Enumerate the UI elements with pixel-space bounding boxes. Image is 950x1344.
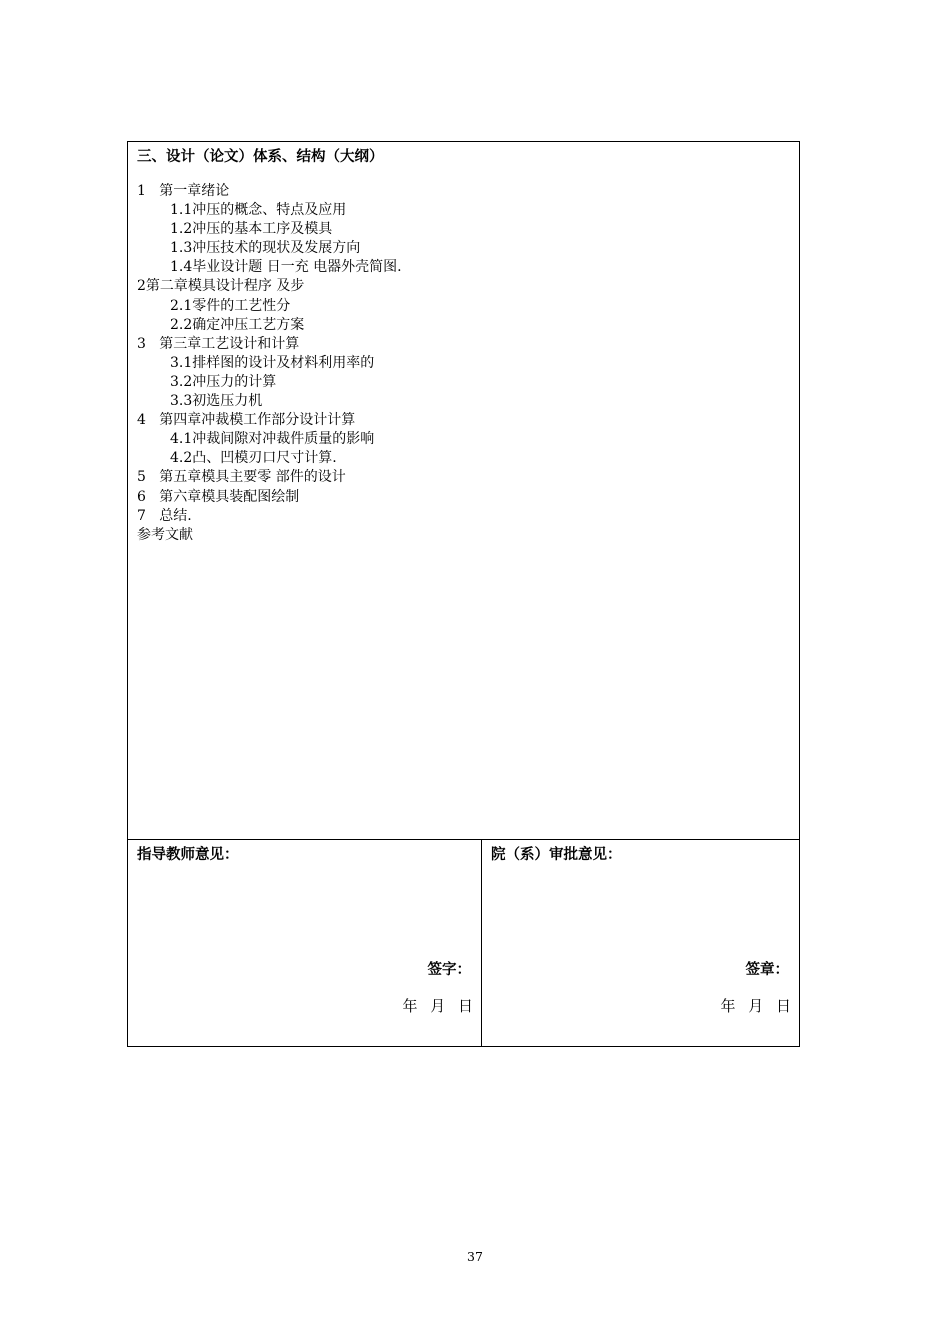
outline-item: 2.2确定冲压工艺方案: [170, 316, 305, 333]
department-date-label: 年 月 日: [720, 997, 791, 1015]
department-seal-label: 签章：: [745, 961, 789, 978]
outline-item: 4.1冲裁间隙对冲裁件质量的影响: [170, 431, 375, 448]
page-number: 37: [467, 1249, 483, 1264]
department-approval-title: 院（系）审批意见：: [491, 846, 622, 863]
department-approval-cell: [482, 840, 799, 1047]
outline-item: 3.3初选压力机: [170, 393, 263, 410]
advisor-date-label: 年 月 日: [402, 997, 473, 1015]
outline-item: 4 第四章冲裁模工作部分设计计算: [137, 412, 356, 429]
outline-list: [137, 182, 402, 545]
outline-item: 1.2冲压的基本工序及模具: [170, 221, 333, 238]
outline-item: 3 第三章工艺设计和计算: [137, 335, 300, 352]
outline-item: 1.4毕业设计题 日一充 电器外壳简图.: [170, 259, 402, 276]
outline-item: 1.1冲压的概念、特点及应用: [170, 202, 347, 219]
outline-title: 三、设计（论文）体系、结构（大纲）: [137, 148, 384, 165]
outline-item: 5 第五章模具主要零 部件的设计: [137, 469, 346, 486]
advisor-signature-label: 签字：: [427, 961, 471, 978]
outline-item: 1 第一章绪论: [137, 183, 230, 199]
outline-item: 2.1零件的工艺性分: [170, 297, 291, 314]
advisor-opinion-title: 指导教师意见：: [137, 846, 239, 863]
outline-section: [128, 142, 799, 840]
outline-item: 参考文献: [137, 526, 193, 543]
advisor-opinion-cell: [128, 840, 482, 1047]
outline-item: 2第二章模具设计程序 及步: [137, 278, 305, 295]
outline-item: 3.2冲压力的计算: [170, 373, 277, 390]
form-table: [127, 141, 800, 1047]
outline-item: 6 第六章模具装配图绘制: [137, 488, 300, 505]
outline-item: 4.2凸、凹模刃口尺寸计算.: [170, 450, 337, 467]
outline-item: 1.3冲压技术的现状及发展方向: [170, 240, 361, 257]
outline-item: 3.1排样图的设计及材料利用率的: [170, 354, 375, 371]
outline-item: 7 总结.: [137, 507, 192, 524]
